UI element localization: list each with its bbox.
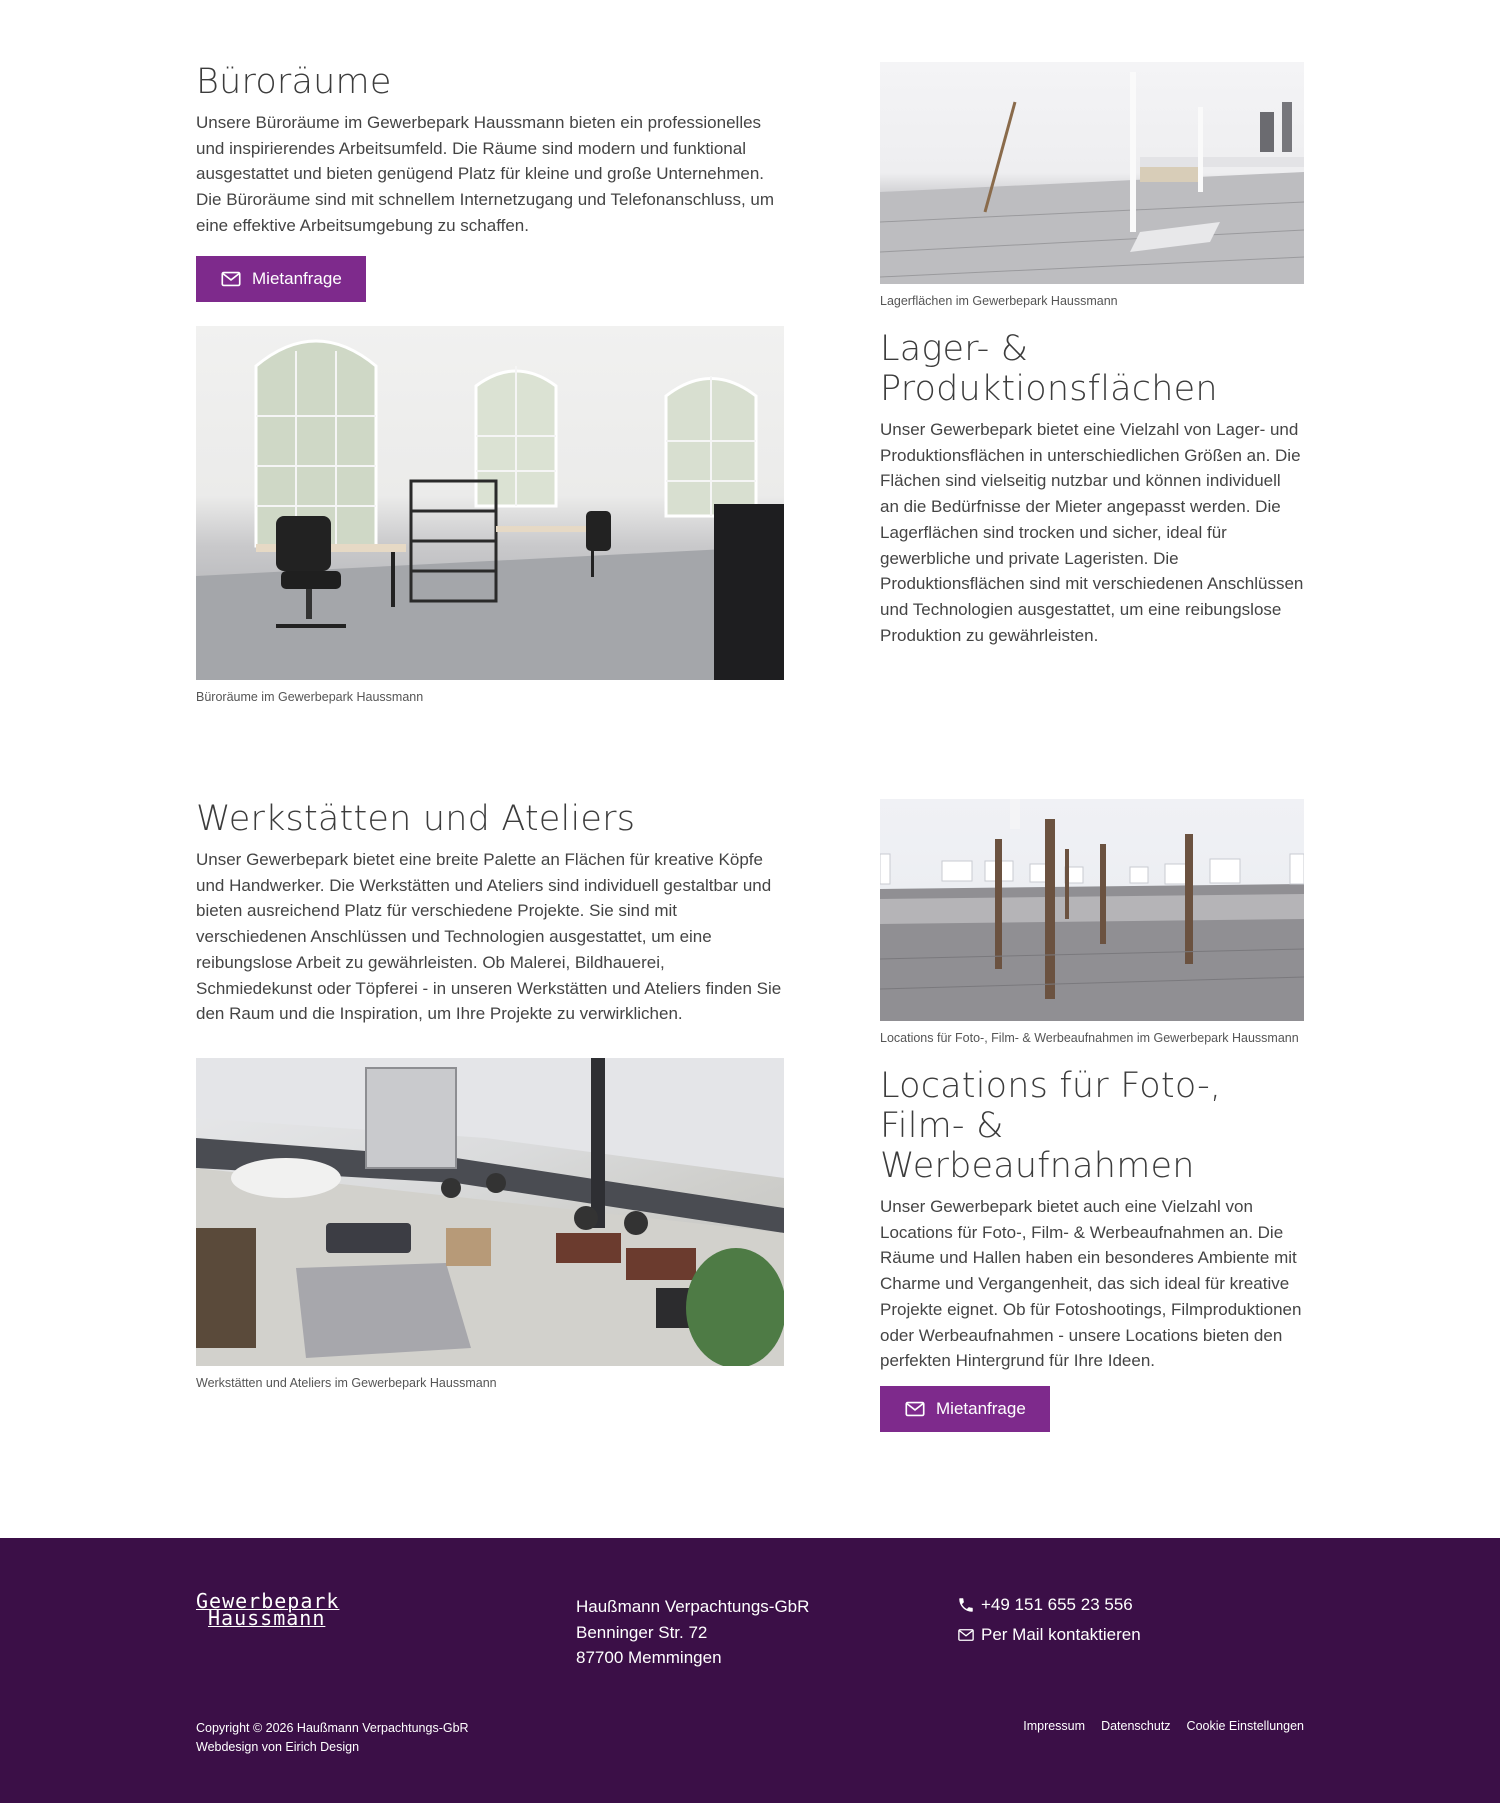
logo-line-2: Haussmann [208, 1606, 326, 1630]
webdesign-link[interactable]: Webdesign von Eirich Design [196, 1740, 360, 1754]
office-illustration [196, 326, 784, 680]
mail-label: Per Mail kontaktieren [981, 1625, 1141, 1644]
storage-illustration [880, 62, 1304, 284]
locations-text: Unser Gewerbepark bietet auch eine Vielzahl von Locations für Foto-, Film- & Werbeaufnahmen an. Die Räume und Hallen haben ein besonderes Ambiente mit Charme und Vergangenheit, das sich ideal für kreative Projekte eignet. Ob für Fotoshootings, Filmproduktionen oder Werbeaufnahmen - unsere Locations bieten den perfekten Hintergrund für Ihre Ideen. [880, 1197, 1302, 1371]
section-workshops-locations [196, 799, 1304, 1459]
company-name: Haußmann Verpachtungs-GbR [576, 1597, 810, 1616]
footer-contact [957, 1590, 1141, 1650]
locations-title: Locations für Foto-, Film- & Werbeaufnahmen [880, 1066, 1222, 1186]
offices-caption: Büroräume im Gewerbepark Haussmann [196, 689, 424, 704]
workshop-illustration [196, 1058, 784, 1366]
footer-copyright [196, 1719, 469, 1757]
storage-caption: Lagerflächen im Gewerbepark Haussmann [880, 294, 1118, 308]
logo-line-1: Gewerbepark [196, 1589, 340, 1613]
storage-photo [880, 62, 1304, 284]
datenschutz-link[interactable]: Datenschutz [1101, 1719, 1171, 1733]
phone-number: +49 151 655 23 556 [981, 1595, 1133, 1614]
rental-request-button[interactable] [196, 256, 366, 302]
offices-title: Büroräume [196, 62, 392, 102]
phone-icon [957, 1596, 975, 1614]
storage-title: Lager- & Produktionsflächen [880, 329, 1218, 409]
rental-request-button[interactable] [880, 1386, 1050, 1432]
offices-text: Unsere Büroräume im Gewerbepark Haussmann bieten ein professionelles und inspirierendes Arbeitsumfeld. Die Räume sind modern und funktional ausgestattet und bieten genügend Platz für kleine und große Unternehmen. Die Büroräume sind mit schnellem Internetzugang und Telefonanschluss, um eine effektive Arbeitsumgebung zu schaffen. [196, 113, 774, 235]
workshops-title: Werkstätten und Ateliers [196, 799, 636, 839]
locations-caption: Locations für Foto-, Film- & Werbeaufnahmen im Gewerbepark Haussmann [880, 1031, 1299, 1045]
storage-text: Unser Gewerbepark bietet eine Vielzahl von Lager- und Produktionsflächen in unterschiedlichen Größen an. Die Flächen sind vielseitig nutzbar und können individuell an die Bedürfnisse der Mieter angepasst werden. Die Lagerflächen sind trocken und sicher, ideal für gewerbliche und private Lageristen. Die Produktionsflächen sind mit verschiedenen Anschlüssen und Technologien ausgestattet, um eine reibungslose Produktion zu gewährleisten. [880, 420, 1304, 645]
footer-address [576, 1594, 809, 1671]
cookie-settings-link[interactable]: Cookie Einstellungen [1186, 1719, 1304, 1733]
footer-logo[interactable] [196, 1589, 401, 1630]
workshops-text: Unser Gewerbepark bietet eine breite Palette an Flächen für kreative Köpfe und Handwerker. Die Werkstätten und Ateliers sind individuell gestaltbar und bieten ausreichend Platz für verschiedene Projekte. Sie sind mit verschiedenen Anschlüssen und Technologien ausgestattet, um eine reibungslose Arbeit zu gewährleisten. Ob Malerei, Bildhauerei, Schmiedekunst oder Töpferei - in unseren Werkstätten und Ateliers finden Sie den Raum und die Inspiration, um Ihre Projekte zu verwirklichen. [196, 850, 782, 1024]
workshops-caption: Werkstätten und Ateliers im Gewerbepark Haussmann [196, 1375, 497, 1390]
impressum-link[interactable]: Impressum [1023, 1719, 1086, 1733]
footer-legal-links [1023, 1719, 1304, 1733]
phone-link[interactable] [957, 1590, 1141, 1620]
mail-icon [220, 268, 242, 290]
rental-request-label: Mietanfrage [936, 1398, 1026, 1418]
hall-illustration [880, 799, 1304, 1021]
city: 87700 Memmingen [576, 1648, 722, 1667]
copyright-text: Copyright © 2026 Haußmann Verpachtungs-GbR [196, 1721, 469, 1735]
rental-request-label: Mietanfrage [252, 268, 342, 288]
section-offices-storage [196, 62, 1304, 762]
site-footer [0, 1538, 1500, 1803]
workshops-photo [196, 1058, 784, 1366]
mail-link[interactable] [957, 1620, 1141, 1650]
offices-photo [196, 326, 784, 680]
locations-photo [880, 799, 1304, 1021]
mail-icon [957, 1626, 975, 1644]
street: Benninger Str. 72 [576, 1622, 708, 1642]
mail-icon [904, 1398, 926, 1420]
